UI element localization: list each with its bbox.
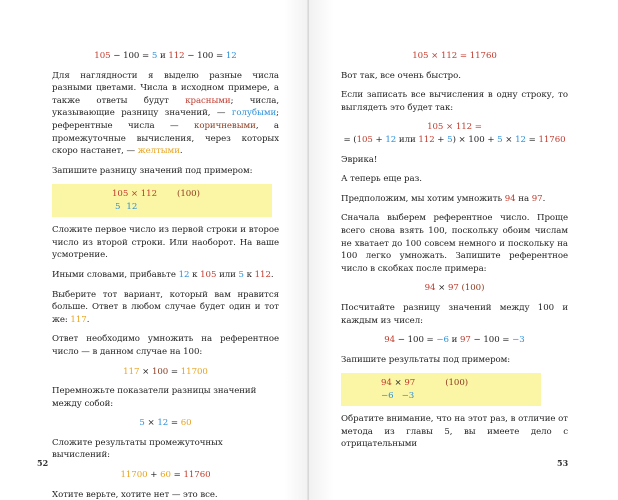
paragraph-count-differences: Посчитайте разницу значений между 100 и каждым из чисел: [341,302,568,326]
equation-negative-differences: 94 − 100 = −6 и 97 − 100 = −3 [384,335,525,346]
paragraph-fast: Вот так, все очень быстро. [341,70,461,81]
paragraph-once-more: А теперь еще раз. [341,174,422,185]
paragraph-believe-it: Хотите верьте, хотите нет — это все. [52,489,218,500]
equation-one-line-top: 105 × 112 = [427,122,482,133]
legend-brown: коричневыми [194,120,256,131]
example-row: 105 × 112 (100) [112,189,200,200]
paragraph-cross-add: Сложите первое число из первой строки и второе число из второй строки. Или наоборот. На ваше усмотрение. [52,225,279,261]
equation-result: 105 × 112 = 11760 [412,51,497,61]
legend-red: красными [185,95,231,106]
paragraph-suppose: Предположим, мы хотим умножить 94 на 97. [341,193,546,204]
right-page-text [341,50,568,458]
highlight-box-example [52,184,272,217]
paragraph-write-results: Запишите результаты под примером: [341,354,511,365]
paragraph-write-differences: Запишите разницу значений под примером: [52,165,253,176]
legend-blue: голубыми [231,108,277,119]
differences-row: 5 12 [115,201,138,212]
example-row-2: 94 × 97 (100) [381,378,469,389]
reference-number-2: (100) [445,378,469,389]
paragraph-choose-variant: Выберите тот вариант, который вам нравится больше. Ответ в любом случае будет один и тот же: 117. [52,289,279,325]
equation-with-reference: 94 × 97 (100) [424,283,485,294]
legend-yellow: желтыми [137,146,180,157]
paragraph-note-negative: Обратите внимание, что на этот раз, в отличие от метода из главы 5, вы имеете дело с отрицательными [341,414,568,450]
paragraph-color-legend: Для наглядности я выделю разные числа разными цветами. Числа в исходном примере, а также ответы будут красными; числа, указывающие разницу значений, — голубыми; референтные числа — коричневыми, а промежуточные вычисления, через которых скоро настанет, — желтыми. [52,70,280,157]
paragraph-eureka: Эврика! [341,154,378,165]
equation-multiply-differences: 5 × 12 = 60 [139,418,192,429]
paragraph-one-line: Если записать все вычисления в одну строку, то выглядеть это будет так: [341,90,568,113]
right-page [309,0,618,500]
paragraph-multiply-reference: Ответ необходимо умножить на референтное число — в данном случае на 100: [52,334,279,357]
paragraph-sum-results: Сложите результаты промежуточных вычислений: [52,437,223,461]
paragraph-choose-reference: Сначала выберем референтное число. Проще всего снова взять 100, поскольку обоим числам не хватает до 100 совсем немного и поскольку на 100 легко умножать. Запишите референтное число в скобках после примера: [341,213,568,274]
equation-sum-results: 11700 + 60 = 11760 [120,470,211,481]
paragraph-multiply-differences: Перемножьте показатели разницы значений между собой: [52,386,257,409]
equation-multiply-reference: 117 × 100 = 11700 [123,366,208,377]
equation-differences: 105 − 100 = 5 и 112 − 100 = 12 [94,51,237,61]
page-number-left: 52 [37,458,49,468]
equation-one-line-bottom: = (105 + 12 или 112 + 5) × 100 + 5 × 12 = 11760 [343,134,566,145]
reference-number: (100) [177,189,200,200]
highlight-box-example-2 [341,373,541,406]
left-page-text [52,50,279,500]
page-number-right: 53 [557,458,569,468]
differences-row-2: −6 −3 [381,390,415,401]
paragraph-add-options: Иными словами, прибавьте 12 к 105 или 5 к 112. [52,269,274,280]
